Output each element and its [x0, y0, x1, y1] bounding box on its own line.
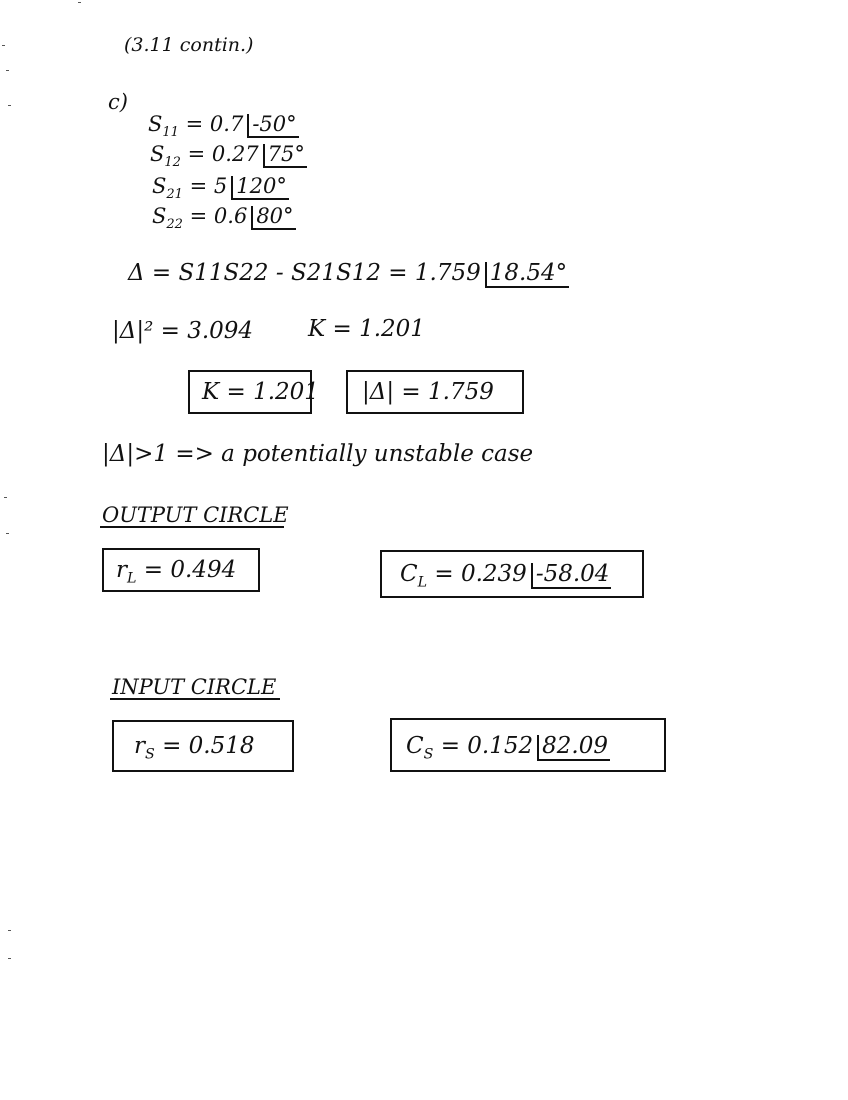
stability-conclusion: |Δ|>1 => a potentially unstable case	[102, 441, 534, 467]
output-radius-value: = 0.494	[143, 557, 237, 583]
s22-line: $S_{22} = 0.6$ 80°	[152, 204, 294, 233]
part-label: c)	[108, 90, 128, 114]
scan-speck	[6, 533, 9, 534]
output-radius-subscript: L	[127, 570, 137, 587]
scan-speck	[8, 930, 11, 931]
s21-angle: 120°	[231, 176, 289, 200]
delta-result: |Δ| = 1.759	[362, 379, 494, 405]
output-radius	[116, 559, 236, 586]
input-radius-box	[112, 720, 294, 772]
k-value: K = 1.201	[308, 316, 425, 342]
delta-squared: |Δ|² = 3.094	[112, 318, 254, 344]
s21-magnitude: = 5	[189, 174, 228, 198]
input-center-angle: 82.09	[537, 735, 610, 761]
scan-speck	[2, 45, 5, 46]
s11-magnitude: = 0.7	[185, 112, 244, 136]
s21-line: $S_{21} = 5$ 120°	[152, 174, 287, 203]
input-radius-symbol: r	[134, 733, 145, 759]
scan-speck	[78, 2, 81, 3]
s12-subscript: 12	[164, 155, 181, 171]
input-center-symbol: C	[406, 733, 424, 759]
input-circle-heading: INPUT CIRCLE	[112, 675, 277, 699]
delta-value: 1.759	[414, 260, 481, 286]
output-center-angle: -58.04	[531, 563, 612, 589]
input-radius-value: = 0.518	[162, 733, 255, 759]
s22-magnitude: = 0.6	[189, 204, 248, 228]
s22-subscript: 22	[166, 217, 183, 233]
scan-speck	[4, 497, 7, 498]
output-radius-symbol: r	[116, 557, 127, 583]
scan-speck	[6, 70, 9, 71]
s22-angle: 80°	[251, 206, 295, 230]
output-center-symbol: C	[400, 561, 418, 587]
output-circle-underline	[100, 526, 284, 528]
scan-speck	[8, 958, 11, 959]
delta-formula: Δ = S11S22 - S21S12 =	[128, 260, 408, 286]
s21-subscript: 21	[166, 187, 183, 203]
input-radius	[134, 735, 255, 762]
k-result-box	[188, 370, 319, 414]
input-center-value: = 0.152	[440, 733, 534, 759]
output-circle-heading: OUTPUT CIRCLE	[102, 503, 289, 527]
s12-angle: 75°	[263, 144, 307, 168]
s12-magnitude: = 0.27	[187, 142, 259, 166]
output-center-value: = 0.239	[434, 561, 527, 587]
s11-line: $S_{11} = 0.7$ -50°	[148, 112, 297, 141]
input-center	[406, 735, 610, 762]
delta-result-box	[346, 370, 524, 414]
delta-angle: 18.54°	[485, 262, 569, 288]
input-radius-subscript: S	[145, 746, 155, 763]
input-center-subscript: S	[423, 746, 434, 763]
output-center-subscript: L	[417, 574, 428, 591]
s11-subscript: 11	[162, 125, 179, 141]
s12-line: $S_{12} = 0.27$ 75°	[150, 142, 305, 171]
output-center	[400, 563, 611, 590]
scan-speck	[8, 105, 11, 106]
input-circle-underline	[110, 698, 280, 700]
continuation-label: (3.11 contin.)	[124, 34, 254, 56]
delta-line	[128, 262, 569, 288]
k-result: K = 1.201	[202, 379, 319, 405]
input-center-box	[390, 718, 666, 772]
s11-angle: -50°	[247, 114, 298, 138]
output-radius-box	[102, 548, 260, 592]
output-center-box	[380, 550, 644, 598]
